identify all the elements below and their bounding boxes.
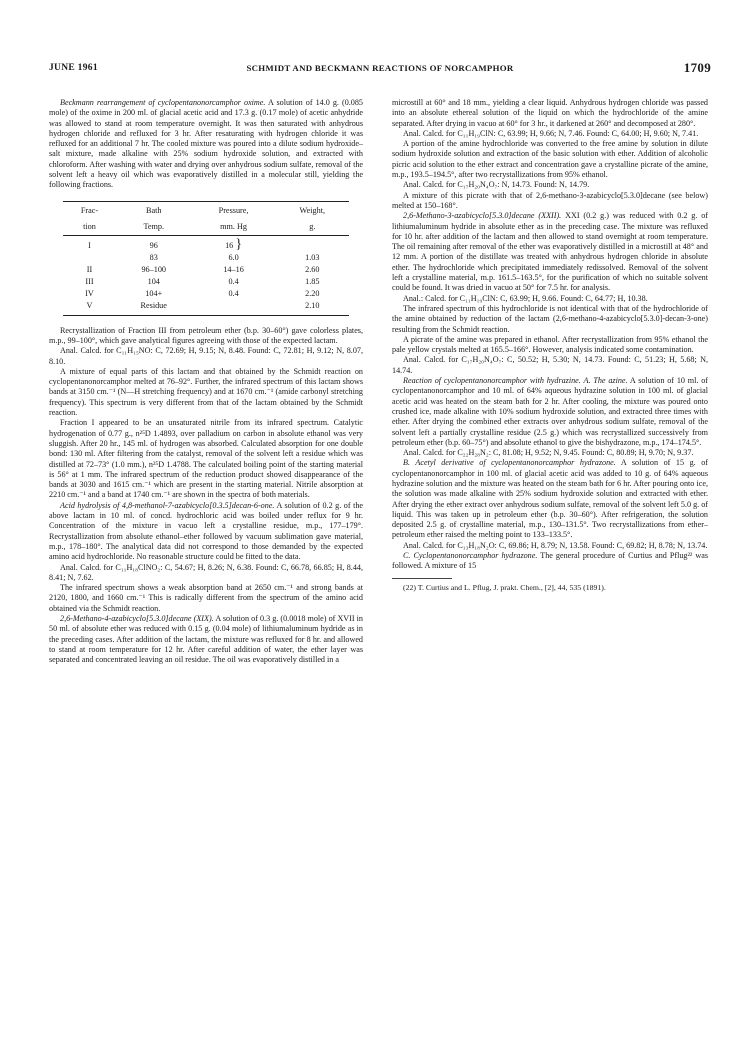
table-cell: 83 <box>149 252 158 262</box>
section-heading: Beckmann rearrangement of cyclopentanonorcamphor oxime. <box>60 98 266 107</box>
fractions-table <box>63 201 349 316</box>
analysis-line: Anal. Calcd. for C₁₃H₁₈N₂O: C, 69.86; H, 8.79; N, 13.58. Found: C, 69.82; H, 8.78; N, 13.74. <box>403 540 708 550</box>
paragraph-body: The general procedure of Curtius and Pflug²² was followed. A mixture of 15 <box>392 551 708 571</box>
table-cell: 1.85 <box>305 276 320 286</box>
table-header-cell: Pressure, <box>192 201 276 218</box>
journal-date: JUNE 1961 <box>49 63 98 73</box>
table-row <box>63 276 349 288</box>
table-cell: 104+ <box>145 288 163 298</box>
table-cell: 14–16 <box>223 264 244 274</box>
table-cell <box>63 252 116 264</box>
table-row <box>63 264 349 276</box>
table-header-cell: mm. Hg <box>192 218 276 236</box>
section-heading: C. Cyclopentanonorcamphor hydrazone. <box>403 551 538 561</box>
table-header-cell: Frac- <box>63 201 116 218</box>
table-cell: 0.4 <box>228 276 239 286</box>
analysis-line: Anal. Calcd. for C₁₇H₂₀N₄O₇: N, 14.73. Found: N, 14.79. <box>403 180 590 190</box>
paragraph <box>392 551 708 572</box>
paragraph: microstill at 60° and 18 mm., yielding a clear liquid. Anhydrous hydrogen chloride was passed into an absolute ethereal solution of the liquid on which the hydrochloride of the amine separated. After drying in vacuo at 60° for 3 hr., it darkened at 260° and decomposed at 280°. <box>392 98 708 128</box>
right-column <box>392 98 708 593</box>
paragraph: A portion of the amine hydrochloride was converted to the free amine by solution in dilute sodium hydroxide solution and extraction of the basic solution with ether. Addition of alcoholic picric acid solution to the ether extract and concentration gave a crystalline picrate of the amine, m.p., 193.5–194.5°, after two recrystallizations from 95% ethanol. <box>392 139 708 180</box>
table-cell: 1.03 <box>305 252 320 262</box>
section-heading: 2,6-Methano-4-azabicyclo[5.3.0]decane (XIX). <box>60 613 214 623</box>
table-cell <box>192 235 276 252</box>
table-row <box>63 300 349 316</box>
table-cell: 2.20 <box>305 288 320 298</box>
analysis-line: Anal. Calcd. for C₁₇H₂₀N₄O₇: C, 50.52; H, 5.30; N, 14.73. Found: C, 51.23; H, 5.68; N, 14.74. <box>392 355 708 375</box>
table-cell: 96–100 <box>141 264 167 274</box>
analysis-line: Anal.: Calcd. for C₁₁H₁₉ClN: C, 63.99; H, 9.66. Found: C, 64.77; H, 10.38. <box>403 293 648 303</box>
analysis-line: Anal. Calcd. for C₁₁H₁₉ClN: C, 63.99; H, 9.66; N, 7.46. Found: C, 64.00; H, 9.60; N, 7.41. <box>403 128 699 138</box>
table-cell: 96 <box>149 240 158 250</box>
paragraph-body: A solution of 15 g. of cyclopentanonorcamphor in 100 ml. of glacial acetic acid was added to 10 g. of 64% aqueous hydrazine solution and the mixture was heated on the steam bath for 6 hr. After pouring onto ice, the solution was made alkaline with 25% sodium hydroxide solution and extracted with ether. After drying the ether extract over anhydrous sodium sulfate, removal of the solvent left 5.0 g. of liquid. This was taken up in petroleum ether (b.p. 30–60°). After refrigeration, the solution deposited 2.5 g. of crystalline material, m.p., 130–131.5°. Two recrystallizations from ether–petroleum ether raised the melting point to 133–133.5°. <box>392 458 708 540</box>
table-header-cell: Bath <box>116 201 192 218</box>
paragraph: A picrate of the amine was prepared in ethanol. After recrystallization from 95% ethanol the pale yellow crystals melted at 165.5–166°. However, analysis indicated some contamination. <box>392 334 708 355</box>
paragraph <box>49 614 363 665</box>
running-header <box>49 60 711 77</box>
analysis-line: Anal. Calcd. for C₁₁H₁₈ClNO₂: C, 54.67; H, 8.26; N, 6.38. Found: C, 66.78, 66.85; H, 8.44, 8.41; N, 7.62. <box>49 562 363 582</box>
table-header-cell: tion <box>63 218 116 236</box>
table-cell: 6.0 <box>228 252 239 262</box>
table-cell <box>276 235 349 252</box>
paragraph <box>49 98 363 191</box>
footnote: (22) T. Curtius and L. Pflug, J. prakt. Chem., [2], 44, 535 (1891). <box>403 582 606 592</box>
brace-glyph: } <box>235 236 243 252</box>
paragraph-body: A solution of 14.0 g. (0.085 mole) of the oxime in 200 ml. of glacial acetic acid and 17.3 g. (0.17 mole) of acetic anhydride was allowed to stand at room temperature overnight. It was then saturated with anhydrous hydrogen chloride and refluxed for 3 hr. After resaturating with hydrogen chloride it was refluxed for an additional 7 hr. The cooled mixture was poured into a dilute sodium hydroxide–salt mixture, made alkaline with 25% sodium hydroxide solution, and extracted with chloroform. After washing with water and drying over anhydrous sodium sulfate, removal of the solvent left a heavy oil which was evaporatively distilled in a molecular still, yielding the following fractions. <box>49 98 363 190</box>
paragraph <box>392 211 708 293</box>
paragraph <box>392 376 708 448</box>
table-cell: 104 <box>147 276 160 286</box>
paragraph: Recrystallization of Fraction III from petroleum ether (b.p. 30–60°) gave colorless plates, m.p., 99–100°, which gave analytical figures agreeing with those of the expected lactam. <box>49 325 363 345</box>
table-cell: IV <box>85 288 94 298</box>
paragraph-body: A solution of 0.3 g. (0.0018 mole) of XVII in 50 ml. of absolute ether was reduced with 0.15 g. (0.04 mole) of lithiumaluminum hydride as in the preceding cases. After addition of the lactam, the mixture was refluxed for 8 hr. and allowed to stand at room temperature for 12 hr. After careful addition of water, the ether layer was separated and concentrated leaving an oil residue. The oil was evaporatively distilled in a <box>49 613 363 665</box>
paragraph <box>49 501 363 563</box>
table-row <box>63 288 349 300</box>
paragraph: The infrared spectrum shows a weak absorption band at 2650 cm.⁻¹ and strong bands at 2120, 1800, and 1660 cm.⁻¹ This is radically different from the spectrum of the amino acid obtained via the Schmidt reaction. <box>49 583 363 613</box>
table-cell: II <box>86 264 93 274</box>
paragraph-body: XXI (0.2 g.) was reduced with 0.2 g. of lithiumaluminum hydride in absolute ether as in the preceding case. The mixture was refluxed for 10 hr. after addition of the lactam and then allowed to stand overnight at room temperature. The oil remaining after removal of the ether was evaporatively distilled in a microstill at 48° and 12 mm. A portion of the distillate was treated with anhydrous hydrogen chloride in absolute ether. The hydrochloride which precipitated immediately redissolved. Removal of the solvent left a crystalline material, m.p. 161.5–163.5°, for the purification of which no suitable solvent could be found. It was dried in vacuo at 50° for 7.5 hr. for analysis. <box>392 211 708 293</box>
section-heading: Acid hydrolysis of 4,8-methanol-7-azabicyclo[0.3.5]decan-6-one. <box>60 500 275 510</box>
table-cell: 2.60 <box>305 264 320 274</box>
table-row <box>63 235 349 252</box>
paragraph: Fraction I appeared to be an unsaturated nitrile from its infrared spectrum. Catalytic hydrogenation of 0.77 g., n²⁵D 1.4893, over palladium on carbon in absolute ethanol was very sluggish. After 20 hr., 145 ml. of hydrogen was absorbed. Calculated absorption for one double bond: 130 ml. After filtering from the catalyst, removal of the solvent left a residue which was distilled at 72–73° (1.0 mm.), n²⁵D 1.4788. The calculated boiling point of the starting material is 56° at 1 mm. The infrared spectrum of the reduction product showed disappearance of the bands at 3030 and 1615 cm.⁻¹ which are present in the starting material. Nitrile absorption at 2210 cm.⁻¹ and a band at 1740 cm.⁻¹ are shown in the spectra of both materials. <box>49 418 363 500</box>
left-column <box>49 98 363 665</box>
running-title: SCHMIDT AND BECKMANN REACTIONS OF NORCAMPHOR <box>246 63 514 73</box>
section-heading: Reaction of cyclopentanonorcamphor with hydrazine. A. The azine. <box>403 376 628 386</box>
table-row <box>63 252 349 264</box>
table-header-cell: Temp. <box>116 218 192 236</box>
table-cell: III <box>85 276 94 286</box>
footnote-divider <box>392 578 452 579</box>
analysis-line: Anal. Calcd. for C₁₁H₁₅NO: C, 72.69; H, 9.15; N, 8.48. Found: C, 72.81; H, 9.12; N, 8.07, 8.10. <box>49 346 363 366</box>
table-cell: 2.10 <box>276 300 349 316</box>
analysis-line: Anal. Calcd. for C₂₂H₂₈N₂: C, 81.08; H, 9.52; N, 9.45. Found: C, 80.89; H, 9.70; N, 9.37. <box>403 448 694 458</box>
table-cell <box>192 300 276 316</box>
table-cell: V <box>63 300 116 316</box>
section-heading: B. Acetyl derivative of cyclopentanonorcamphor hydrazone. <box>403 458 616 468</box>
table-cell: Residue <box>116 300 192 316</box>
paragraph-body: A solution of 0.2 g. of the above lactam in 10 ml. of concd. hydrochloric acid was boiled under reflux for 9 hr. Concentration of the mixture in vacuo left a crystalline residue, m.p., 177–179°. Recrystallization from absolute ethanol–ether followed by vacuum sublimation gave material, m.p., 178–180°. The analytical data did not correspond to those demanded by the expected amino acid hydrochloride. No reasonable structure could be fitted to the data. <box>49 500 364 562</box>
paragraph: The infrared spectrum of this hydrochloride is not identical with that of the hydrochloride of the amine obtained by reduction of the lactam (2,6-methano-4-azabicyclo[5.3.0]-decan-3-one) resulting from the Schmidt reaction. <box>392 303 708 334</box>
paragraph-body: A solution of 10 ml. of cyclopentanonorcamphor and 10 ml. of 64% aqueous hydrazine solution in 100 ml. of glacial acetic acid was heated on the steam bath for 2 hr. After cooling, the mixture was poured onto crushed ice, made alkaline with 10% sodium hydroxide solution, and extracted three times with ether. After drying the combined ether extracts over anhydrous sodium sulfate, removal of the solvent left a partially crystalline residue (2.5 g.) which was recrystallized successively from petroleum ether (b.p. 60–75°) and absolute ethanol to give the bishydrazone, m.p., 174–174.5°. <box>392 376 708 447</box>
page-number: 1709 <box>683 60 711 75</box>
table-cell-value: 16 <box>225 240 234 250</box>
table-header-cell: Weight, <box>276 201 349 218</box>
paragraph: A mixture of equal parts of this lactam and that obtained by the Schmidt reaction on cyclopentanonorcamphor melted at 76–92°. Further, the infrared spectrum of this lactam shows bands at 3150 cm.⁻¹ (N—H stretching frequency) and at 1670 cm.⁻¹ (amide carbonyl stretching frequency). This spectrum is very different from that of the lactam obtained by the Schmidt reaction. <box>49 366 363 418</box>
table-cell: 0.4 <box>228 288 239 298</box>
table-header-cell: g. <box>276 218 349 236</box>
paragraph: A mixture of this picrate with that of 2,6-methano-3-azabicyclo[5.3.0]decane (see below) melted at 150–168°. <box>392 190 708 210</box>
paragraph <box>392 458 708 540</box>
section-heading: 2,6-Methano-3-azabicyclo[5.3.0]decane (XXII). <box>403 211 562 221</box>
table-cell: I <box>88 240 91 250</box>
